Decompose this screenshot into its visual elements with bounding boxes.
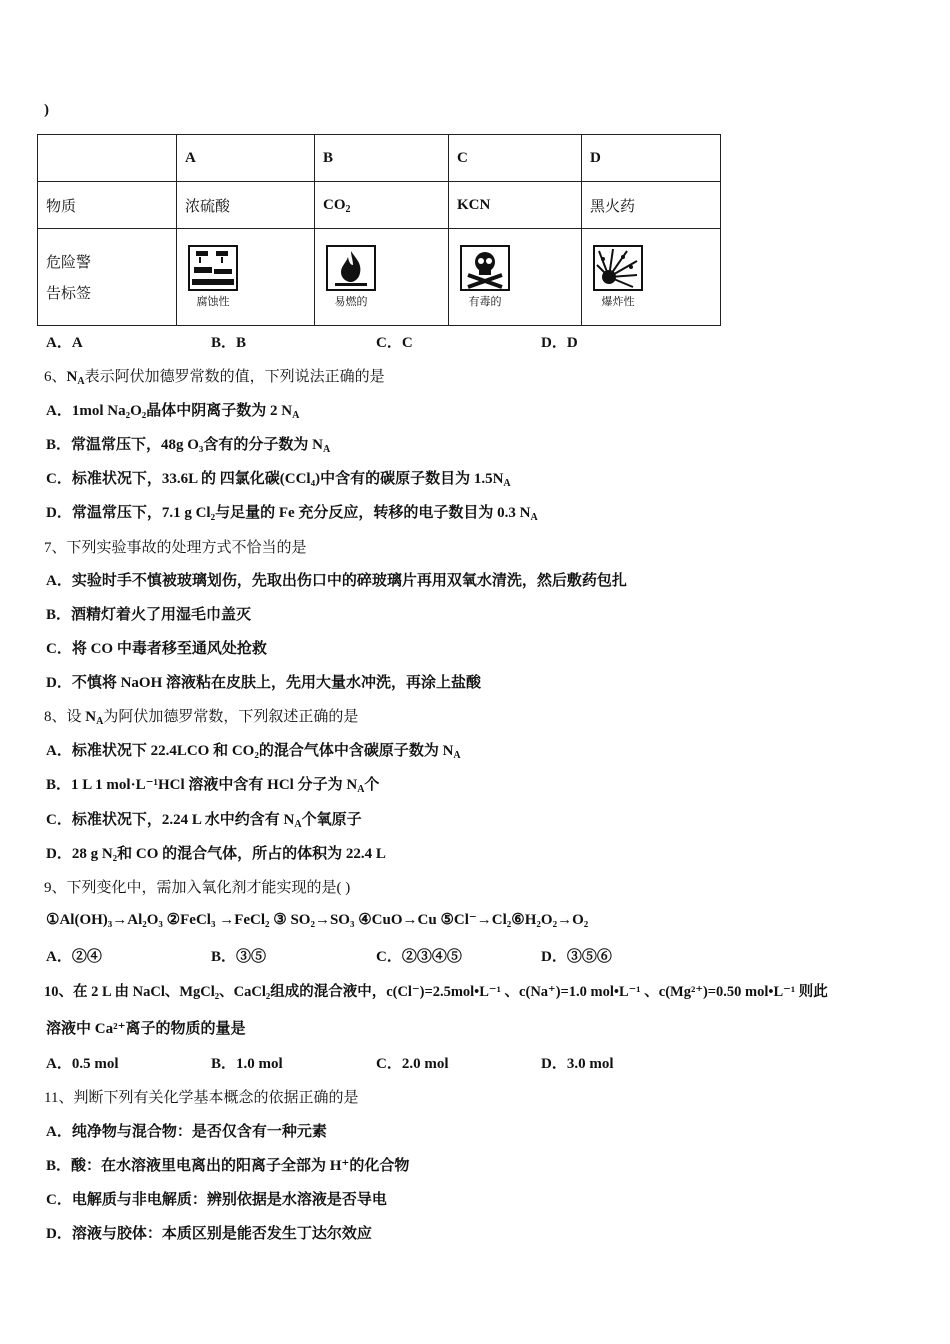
sign-cell-c bbox=[449, 229, 582, 326]
q8-stem: 8、设 $N_A$为阿伏加德罗常数，下列叙述正确的是 bbox=[44, 709, 359, 727]
q8-option-d[interactable]: D．28 g N₂和 CO 的混合气体，所占的体积为 22.4 L bbox=[46, 846, 386, 862]
corrosive-sign: 腐蚀性 bbox=[185, 245, 241, 309]
top-fragment: ) bbox=[44, 102, 49, 118]
substance-d: 黑火药 bbox=[582, 182, 721, 229]
q8-option-a[interactable]: A．标准状况下 22.4LCO 和 CO₂的混合气体中含碳原子数为 $N_A$ bbox=[46, 743, 461, 761]
flammable-sign: 易燃的 bbox=[323, 245, 379, 309]
corrosive-icon bbox=[188, 245, 238, 291]
q6-option-c[interactable]: C．标准状况下，33.6L 的 四氯化碳(CCl₄)中含有的碳原子数目为 $1.5N_A$ bbox=[46, 471, 511, 489]
q8-option-c[interactable]: C．标准状况下，2.24 L 水中约含有 $N_A$个氧原子 bbox=[46, 812, 362, 830]
q9-items: ①Al(OH)₃→Al₂O₃ ②FeCl₃ →FeCl₂ ③ SO₂→SO₃ ④CuO→Cu ⑤Cl⁻→Cl₂⑥H₂O₂→O₂ bbox=[46, 912, 589, 928]
row-label-substance: 物质 bbox=[38, 182, 177, 229]
q6-option-a[interactable]: A．1mol Na₂O₂晶体中阴离子数为 2 $N_A$ bbox=[46, 403, 300, 421]
q10-options bbox=[46, 1052, 706, 1073]
q10-option-c[interactable]: C．2.0 mol bbox=[376, 1056, 449, 1072]
q10-stem-line1: 10、在 2 L 由 NaCl、MgCl₂、CaCl₂组成的混合液中，c(Cl⁻)=2.5mol•L⁻¹ 、c(Na⁺)=1.0 mol•L⁻¹ 、c(Mg²⁺)=0.50 mol•L⁻¹ 则此 bbox=[44, 984, 828, 1000]
q7-option-a[interactable]: A．实验时手不慎被玻璃划伤，先取出伤口中的碎玻璃片再用双氧水清洗，然后敷药包扎 bbox=[46, 573, 627, 589]
q10-option-a[interactable]: A．0.5 mol bbox=[46, 1056, 119, 1072]
q9-option-b[interactable]: B．③⑤ bbox=[211, 949, 267, 965]
toxic-icon bbox=[460, 245, 510, 291]
explosive-icon bbox=[593, 245, 643, 291]
q6-option-b[interactable]: B．常温常压下，48g O₃含有的分子数为 $N_A$ bbox=[46, 437, 331, 455]
q5-option-d[interactable]: D．D bbox=[541, 335, 578, 351]
q11-option-c[interactable]: C．电解质与非电解质：辨别依据是水溶液是否导电 bbox=[46, 1192, 387, 1208]
q7-option-c[interactable]: C．将 CO 中毒者移至通风处抢救 bbox=[46, 641, 267, 657]
q6-option-d[interactable]: D．常温常压下，7.1 g Cl₂与足量的 Fe 充分反应，转移的电子数目为 0.3 $N_A$ bbox=[46, 505, 538, 523]
q11-option-a[interactable]: A．纯净物与混合物：是否仅含有一种元素 bbox=[46, 1124, 327, 1140]
q8-option-b[interactable]: B．1 L 1 mol·L⁻¹HCl 溶液中含有 HCl 分子为 $N_A$个 bbox=[46, 777, 380, 795]
q10-option-d[interactable]: D．3.0 mol bbox=[541, 1056, 614, 1072]
q5-option-a[interactable]: A．A bbox=[46, 335, 83, 351]
q5-options bbox=[46, 331, 706, 352]
explosive-sign: 爆炸性 bbox=[590, 245, 646, 309]
q7-option-b[interactable]: B．酒精灯着火了用湿毛巾盖灭 bbox=[46, 607, 252, 623]
q9-options bbox=[46, 945, 706, 966]
table-header-b: B bbox=[315, 135, 449, 182]
toxic-sign: 有毒的 bbox=[457, 245, 513, 309]
q5-option-c[interactable]: C．C bbox=[376, 335, 413, 351]
q5-option-b[interactable]: B．B bbox=[211, 335, 247, 351]
sign-cell-a bbox=[177, 229, 315, 326]
table-header-c: C bbox=[449, 135, 582, 182]
q9-option-d[interactable]: D．③⑤⑥ bbox=[541, 949, 612, 965]
q11-option-b[interactable]: B．酸：在水溶液里电离出的阳离子全部为 H⁺的化合物 bbox=[46, 1158, 410, 1174]
q6-stem: 6、$N_A$表示阿伏加德罗常数的值，下列说法正确的是 bbox=[44, 369, 385, 387]
q9-option-c[interactable]: C．②③④⑤ bbox=[376, 949, 462, 965]
substance-c: KCN bbox=[449, 182, 582, 229]
q10-option-b[interactable]: B．1.0 mol bbox=[211, 1056, 283, 1072]
q9-option-a[interactable]: A．②④ bbox=[46, 949, 102, 965]
sign-cell-b bbox=[315, 229, 449, 326]
q11-option-d[interactable]: D．溶液与胶体：本质区别是能否发生丁达尔效应 bbox=[46, 1226, 372, 1242]
hazard-table bbox=[37, 134, 721, 326]
q11-stem: 11、判断下列有关化学基本概念的依据正确的是 bbox=[44, 1090, 359, 1106]
table-header-d: D bbox=[582, 135, 721, 182]
row-label-hazard: 危险警 告标签 bbox=[38, 229, 177, 326]
q10-stem-line2: 溶液中 Ca²⁺离子的物质的量是 bbox=[46, 1021, 246, 1037]
table-header-a: A bbox=[177, 135, 315, 182]
substance-b: $CO_2$ bbox=[315, 182, 449, 229]
table-header-empty bbox=[38, 135, 177, 182]
substance-a: 浓硫酸 bbox=[177, 182, 315, 229]
q9-stem: 9、下列变化中，需加入氧化剂才能实现的是( ) bbox=[44, 880, 351, 896]
flammable-icon bbox=[326, 245, 376, 291]
q7-stem: 7、下列实验事故的处理方式不恰当的是 bbox=[44, 540, 307, 556]
q7-option-d[interactable]: D．不慎将 NaOH 溶液粘在皮肤上，先用大量水冲洗，再涂上盐酸 bbox=[46, 675, 482, 691]
sign-cell-d bbox=[582, 229, 721, 326]
